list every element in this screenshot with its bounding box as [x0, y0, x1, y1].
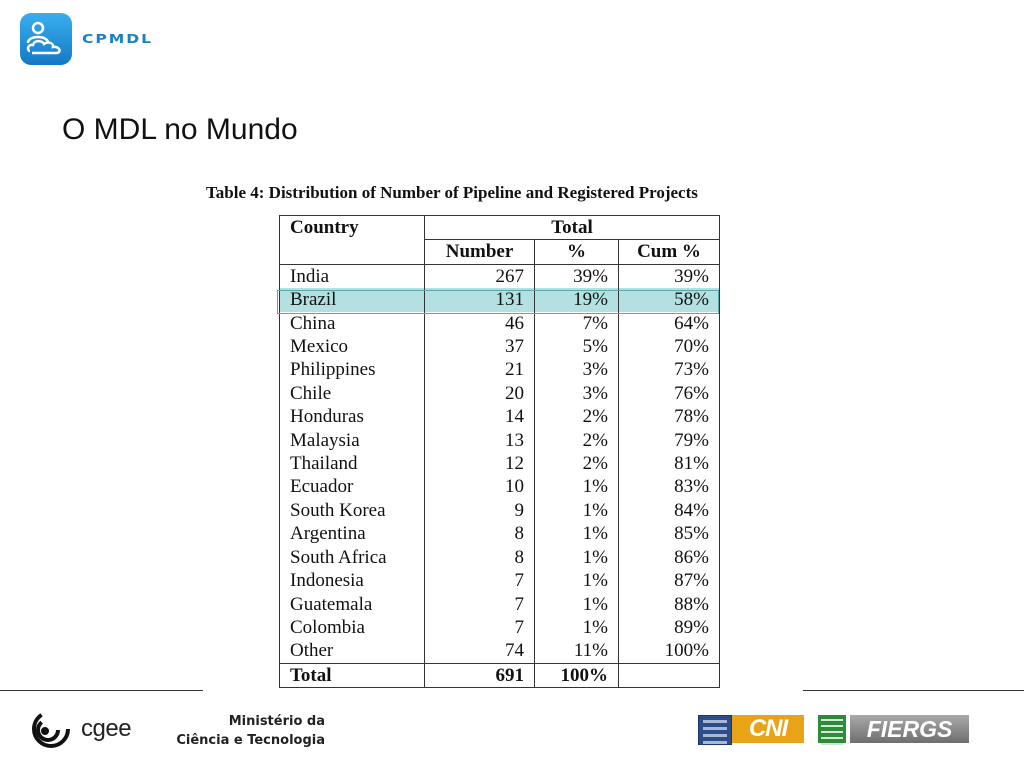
total-label: Total — [280, 663, 425, 687]
number-cell: 7 — [425, 616, 535, 639]
pct-cell: 3% — [535, 358, 619, 381]
pct-cell: 2% — [535, 405, 619, 428]
pct-cell: 39% — [535, 264, 619, 288]
number-cell: 7 — [425, 593, 535, 616]
header-number: Number — [425, 240, 535, 264]
cum-cell: 87% — [619, 569, 720, 592]
header-cum: Cum % — [619, 240, 720, 264]
table-row — [280, 475, 720, 498]
pct-cell: 1% — [535, 522, 619, 545]
pct-cell: 1% — [535, 475, 619, 498]
number-cell: 8 — [425, 522, 535, 545]
cgee-logo — [31, 709, 131, 749]
table-row — [280, 358, 720, 381]
cum-cell: 88% — [619, 593, 720, 616]
country-cell: Argentina — [280, 522, 425, 545]
pct-cell: 11% — [535, 639, 619, 663]
cum-cell: 83% — [619, 475, 720, 498]
country-cell: Indonesia — [280, 569, 425, 592]
table-row — [280, 639, 720, 663]
pct-cell: 1% — [535, 569, 619, 592]
table-row — [280, 569, 720, 592]
table-row — [280, 405, 720, 428]
number-cell: 9 — [425, 499, 535, 522]
cum-cell: 85% — [619, 522, 720, 545]
country-cell: Thailand — [280, 452, 425, 475]
cloud-person-icon — [20, 13, 72, 65]
pct-cell: 7% — [535, 312, 619, 335]
ministerio-line1: Ministério da — [228, 714, 325, 729]
country-cell: Guatemala — [280, 593, 425, 616]
cum-cell: 39% — [619, 264, 720, 288]
table-row — [280, 335, 720, 358]
cum-cell: 70% — [619, 335, 720, 358]
cum-cell: 86% — [619, 546, 720, 569]
sesi-emblem-icon — [698, 715, 732, 745]
country-cell: South Korea — [280, 499, 425, 522]
fiergs-logo: FIERGS — [850, 715, 969, 743]
number-cell: 74 — [425, 639, 535, 663]
country-cell: Ecuador — [280, 475, 425, 498]
number-cell: 12 — [425, 452, 535, 475]
number-cell: 46 — [425, 312, 535, 335]
country-cell: Colombia — [280, 616, 425, 639]
cum-cell: 84% — [619, 499, 720, 522]
table-caption: Table 4: Distribution of Number of Pipeline and Registered Projects — [206, 183, 698, 202]
table-row — [280, 593, 720, 616]
country-cell: Other — [280, 639, 425, 663]
slide-title: O MDL no Mundo — [62, 113, 298, 146]
pct-cell: 1% — [535, 499, 619, 522]
table-row — [280, 429, 720, 452]
ministerio-line2: Ciência e Tecnologia — [176, 733, 325, 748]
table-row — [280, 264, 720, 288]
pct-cell: 1% — [535, 616, 619, 639]
country-cell: India — [280, 264, 425, 288]
number-cell: 37 — [425, 335, 535, 358]
distribution-table — [279, 215, 720, 688]
country-cell: Chile — [280, 382, 425, 405]
cum-cell: 100% — [619, 639, 720, 663]
total-row — [280, 663, 720, 687]
number-cell: 10 — [425, 475, 535, 498]
country-cell: Malaysia — [280, 429, 425, 452]
country-cell: Mexico — [280, 335, 425, 358]
cum-cell: 78% — [619, 405, 720, 428]
ministerio-logo — [160, 712, 325, 750]
number-cell: 8 — [425, 546, 535, 569]
table-row — [280, 522, 720, 545]
cum-cell: 64% — [619, 312, 720, 335]
pct-cell: 3% — [535, 382, 619, 405]
pct-cell: 1% — [535, 593, 619, 616]
pct-cell: 19% — [535, 288, 619, 311]
country-cell: Honduras — [280, 405, 425, 428]
logo-text: CPMDL — [82, 32, 154, 46]
pct-cell: 5% — [535, 335, 619, 358]
pct-cell: 2% — [535, 429, 619, 452]
header-total: Total — [425, 216, 720, 240]
cgee-swirl-icon — [31, 709, 71, 749]
footer-divider-right — [803, 690, 1024, 691]
table-row — [280, 546, 720, 569]
table-row — [280, 382, 720, 405]
cum-cell: 58% — [619, 288, 720, 311]
header-pct: % — [535, 240, 619, 264]
table-row — [280, 616, 720, 639]
total-cum — [619, 663, 720, 687]
number-cell: 20 — [425, 382, 535, 405]
table-row — [280, 288, 720, 311]
number-cell: 131 — [425, 288, 535, 311]
country-cell: Philippines — [280, 358, 425, 381]
pct-cell: 1% — [535, 546, 619, 569]
country-cell: Brazil — [280, 288, 425, 311]
country-cell: China — [280, 312, 425, 335]
fiergs-emblem-icon — [818, 715, 846, 743]
header-country: Country — [280, 216, 425, 265]
total-pct: 100% — [535, 663, 619, 687]
total-number: 691 — [425, 663, 535, 687]
pct-cell: 2% — [535, 452, 619, 475]
cum-cell: 79% — [619, 429, 720, 452]
cum-cell: 81% — [619, 452, 720, 475]
cni-logo: CNI — [732, 715, 804, 743]
cgee-text: cgee — [81, 715, 132, 742]
table-row — [280, 312, 720, 335]
table-row — [280, 452, 720, 475]
country-cell: South Africa — [280, 546, 425, 569]
table-row — [280, 499, 720, 522]
cum-cell: 73% — [619, 358, 720, 381]
footer-divider-left — [0, 690, 203, 691]
cpmdl-logo — [20, 13, 154, 65]
number-cell: 267 — [425, 264, 535, 288]
number-cell: 14 — [425, 405, 535, 428]
number-cell: 21 — [425, 358, 535, 381]
cum-cell: 89% — [619, 616, 720, 639]
cum-cell: 76% — [619, 382, 720, 405]
number-cell: 13 — [425, 429, 535, 452]
number-cell: 7 — [425, 569, 535, 592]
